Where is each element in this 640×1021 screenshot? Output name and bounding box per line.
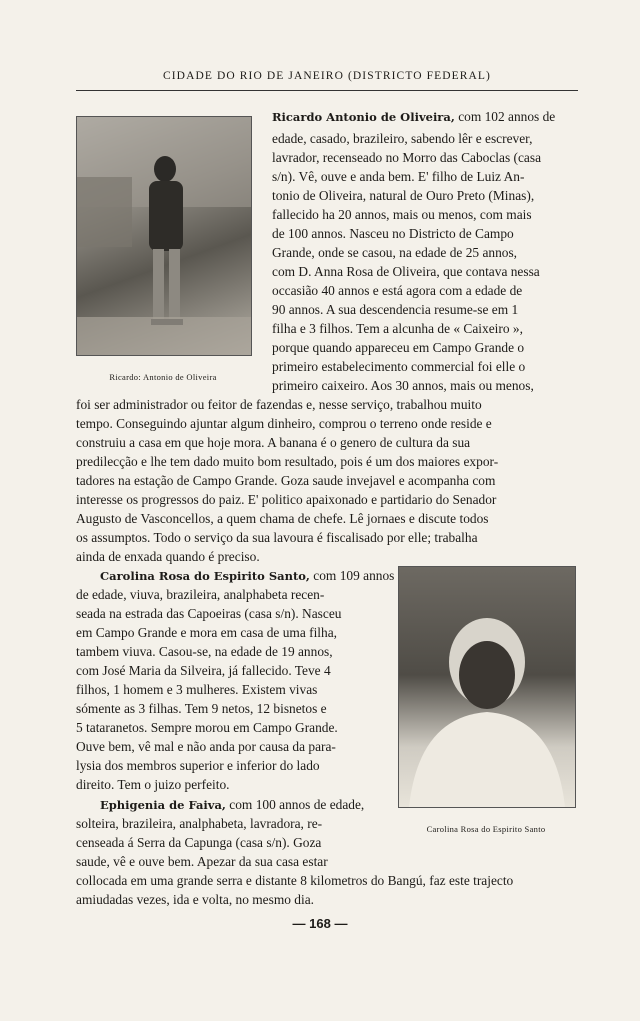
text-line: 5 tataranetos. Sempre morou em Campo Grande. [76, 720, 338, 735]
text-line: lysia dos membros superior e inferior do lado [76, 758, 320, 773]
text-line: Ephigenia de Faiva, com 100 annos de edade, [100, 797, 365, 812]
text-line: seada na estrada das Capoeiras (casa s/n). Nasceu [76, 606, 342, 621]
text-line: occasião 40 annos e está agora com a edade de [272, 283, 523, 298]
caption-carolina: Carolina Rosa do Espirito Santo [426, 824, 546, 834]
text-line: predilecção e lhe tem dado muito bom resultado, pois é um dos maiores expor- [76, 454, 499, 469]
caption-ricardo: Ricardo: Antonio de Oliveira [109, 372, 217, 382]
text-line: primeiro caixeiro. Aos 30 annos, mais ou menos, [272, 378, 534, 393]
text-line: saude, vê e ouve bem. Apezar da sua casa estar [76, 854, 328, 869]
text-line: sómente as 3 filhas. Tem 9 netos, 12 bisnetos e [76, 701, 327, 716]
portrait-figure-man [77, 117, 251, 355]
text-line: porque quando appareceu em Campo Grande o [272, 340, 525, 355]
text-line: lavrador, recenseado no Morro das Caboclas (casa [272, 150, 542, 165]
text-line: de edade, viuva, brazileira, analphabeta recen- [76, 587, 325, 602]
text-line: com D. Anna Rosa de Oliveira, que contava nessa [272, 264, 540, 279]
text-line: 90 annos. A sua descendencia resume-se em 1 [272, 302, 519, 317]
text-line: Carolina Rosa do Espirito Santo, com 109 annos [100, 568, 395, 583]
text-line: foi ser administrador ou feitor de fazendas e, nesse serviço, trabalhou muito [76, 397, 482, 412]
text-line: direito. Tem o juizo perfeito. [76, 777, 230, 792]
portrait-figure-woman [399, 567, 575, 807]
text-line: interesse os progressos do paiz. E' politico apaixonado e partidario do Senador [76, 492, 497, 507]
person-name-ricardo: Ricardo Antonio de Oliveira, [272, 110, 455, 124]
text-line: os assumptos. Todo o serviço da sua lavoura é fiscalisado por elle; trabalha [76, 530, 478, 545]
text-line: tadores na estação de Campo Grande. Goza saude invejavel e acompanha com [76, 473, 496, 488]
person-name-ephigenia: Ephigenia de Faiva, [100, 798, 226, 812]
text-line: ainda de enxada quando é preciso. [76, 549, 260, 564]
text-line: construiu a casa em que hoje mora. A banana é o genero de cultura da sua [76, 435, 471, 450]
text-line: Grande, onde se casou, na edade de 25 annos, [272, 245, 518, 260]
text-line: Augusto de Vasconcellos, a quem chama de chefe. Lê jornaes e discute todos [76, 511, 489, 526]
text-line: tempo. Conseguindo ajuntar algum dinheiro, comprou o terreno onde reside e [76, 416, 492, 431]
running-head: CIDADE DO RIO DE JANEIRO (DISTRICTO FEDERAL) [162, 70, 491, 82]
text-line: Ricardo Antonio de Oliveira, com 102 annos de [272, 109, 556, 124]
text-line: edade, casado, brazileiro, sabendo lêr e escrever, [272, 131, 533, 146]
text-line: Ouve bem, vê mal e não anda por causa da para- [76, 739, 336, 754]
text-line: collocada em uma grande serra e distante 8 kilometros do Bangú, faz este trajecto [76, 873, 514, 888]
text-line: censeada á Serra da Capunga (casa s/n). Goza [76, 835, 322, 850]
text-line: tambem viuva. Casou-se, na edade de 19 annos, [76, 644, 333, 659]
page-number: — 168 — [292, 916, 348, 931]
header-rule [76, 90, 578, 91]
text-line: solteira, brazileira, analphabeta, lavradora, re- [76, 816, 323, 831]
text-line: filhos, 1 homem e 3 mulheres. Existem vivas [76, 682, 318, 697]
text-line: em Campo Grande e mora em casa de uma filha, [76, 625, 338, 640]
text-line: de 100 annos. Nasceu no Districto de Campo [272, 226, 514, 241]
text-line: filha e 3 filhos. Tem a alcunha de « Caixeiro », [272, 321, 523, 336]
portrait-photo-ricardo [76, 116, 252, 356]
text-line: primeiro estabelecimento commercial foi elle o [272, 359, 526, 374]
text-line: com José Maria da Silveira, já fallecido. Teve 4 [76, 663, 331, 678]
text-line: tonio de Oliveira, natural de Ouro Preto (Minas), [272, 188, 535, 203]
text-line: s/n). Vê, ouve e anda bem. E' filho de Luiz An- [272, 169, 525, 184]
text-line: fallecido ha 20 annos, mais ou menos, com mais [272, 207, 532, 222]
portrait-photo-carolina [398, 566, 576, 808]
text-line: amiudadas vezes, ida e volta, no mesmo dia. [76, 892, 314, 907]
person-name-carolina: Carolina Rosa do Espirito Santo, [100, 569, 310, 583]
